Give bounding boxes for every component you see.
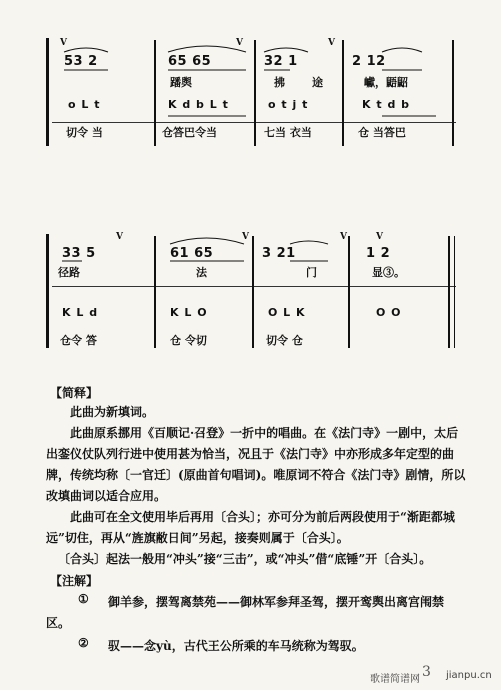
- percussion-measure: K L d: [62, 306, 99, 319]
- percussion-syllables: 仓 令切: [170, 334, 207, 347]
- slur-marks: [46, 228, 458, 268]
- notation-measure: 2 12: [352, 54, 386, 69]
- percussion-measure: o t j t: [268, 98, 309, 111]
- percussion-measure: K L O: [170, 306, 208, 319]
- percussion-syllables: 仓 当答巴: [358, 126, 406, 139]
- accent-mark: V: [242, 232, 249, 242]
- footnote-2-mark: ②: [78, 636, 89, 650]
- percussion-syllables: 切令 仓: [266, 334, 303, 347]
- accent-mark: V: [376, 232, 383, 242]
- paragraph-usage: 此曲可在全文使用毕后再用〔合头〕；亦可分为前后两段使用于“渐距都城远”切住，再从“旌旗敝日间”另起，接奏则属于〔合头〕。: [46, 510, 455, 545]
- footnote-1: 御羊参，摆驾离禁苑——御林军参拜圣驾，摆开鸾舆出离宫闱禁区。: [46, 595, 445, 630]
- footnote-1-mark: ①: [78, 592, 89, 606]
- notation-measure: 3 21: [262, 246, 296, 261]
- accent-mark: V: [340, 232, 347, 242]
- page-number-fragment: 3: [422, 664, 431, 680]
- lyric: 拂: [274, 76, 285, 89]
- paragraph-new-lyrics: 此曲为新填词。: [70, 405, 155, 419]
- percussion-syllables: 切令 当: [66, 126, 103, 139]
- watermark-site: jianpu.cn: [446, 670, 492, 681]
- notation-measure: 65 65: [168, 54, 212, 69]
- notation-measure: 33 5: [62, 246, 96, 261]
- notation-measure: 32 1: [264, 54, 298, 69]
- lyric: 法: [196, 266, 207, 279]
- lyric: 蹯舆: [170, 76, 192, 89]
- accent-mark: V: [236, 38, 243, 48]
- percussion-measure: o L t: [68, 98, 101, 111]
- section-heading-zhujie: 【注解】: [50, 574, 99, 588]
- percussion-measure: O L K: [268, 306, 306, 319]
- percussion-measure: K d b L t: [168, 98, 229, 111]
- accent-mark: V: [328, 38, 335, 48]
- lyric: 门: [306, 266, 317, 279]
- percussion-measure: O O: [376, 306, 402, 319]
- lyric: 巘，鼯鼦: [364, 76, 408, 89]
- staff-divider: [52, 286, 456, 287]
- lyric: 途: [312, 76, 323, 89]
- accent-mark: V: [116, 232, 123, 242]
- paragraph-origin: 此曲原系挪用《百顺记·召登》一折中的唱曲。在《法门寺》一剧中，太后出銮仪仗队列行进中使用甚为恰当，况且于《法门寺》中亦形成多年定型的曲牌，传统均称〔一官迁〕(原曲首句唱词)。唯原词不符合《法门寺》剧情，所以改填曲词以适合应用。: [46, 426, 466, 503]
- accent-mark: V: [60, 38, 67, 48]
- percussion-measure: K t d b: [362, 98, 411, 111]
- lyric: 径路: [58, 266, 80, 279]
- footnote-2: 驭——念yù，古代王公所乘的车马统称为驾驭。: [108, 639, 364, 653]
- lyric: 显③。: [372, 266, 405, 279]
- watermark-text: 歌谱简谱网: [370, 674, 420, 685]
- slur-marks: [46, 32, 458, 72]
- score-system-2: [46, 228, 458, 356]
- notation-measure: 1 2: [366, 246, 391, 261]
- percussion-syllables: 仓令 答: [60, 334, 97, 347]
- paragraph-hetou: 〔合头〕起法一般用“冲头”接“三击”，或“冲头”借“底锤”开〔合头〕。: [58, 552, 432, 566]
- notation-measure: 61 65: [170, 246, 214, 261]
- score-system-1: [46, 32, 458, 152]
- percussion-syllables: 仓答巴令当: [162, 126, 217, 139]
- notation-measure: 53 2: [64, 54, 98, 69]
- section-heading-jianshi: 【简释】: [50, 386, 99, 400]
- percussion-syllables: 七当 衣当: [264, 126, 312, 139]
